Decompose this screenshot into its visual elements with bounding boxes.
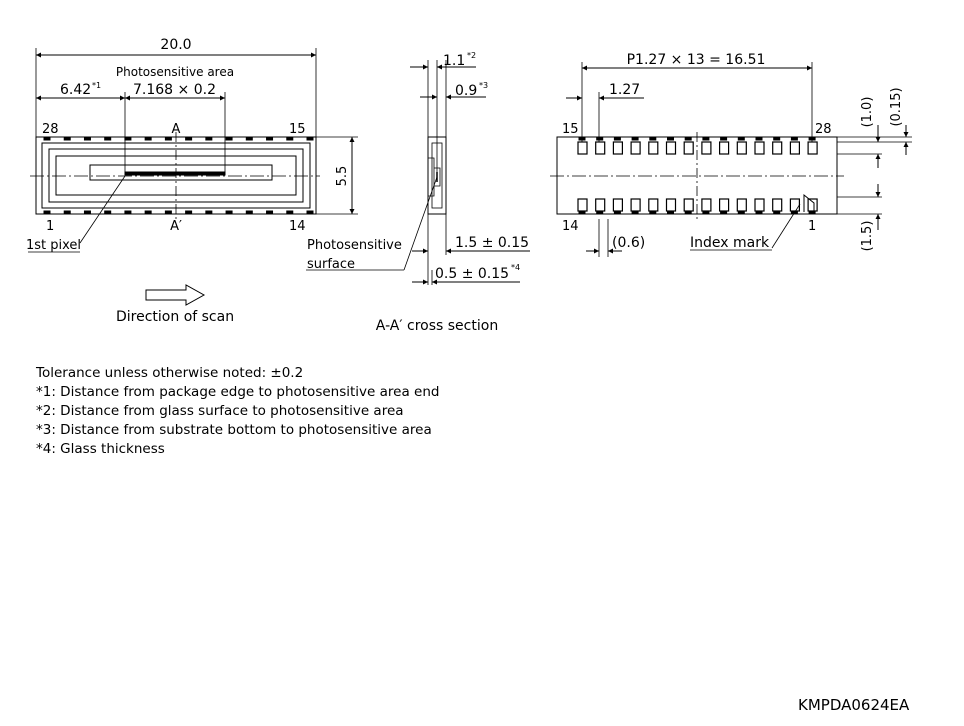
- bottom-view: [550, 62, 912, 257]
- note-4: *4: Glass thickness: [36, 441, 165, 457]
- cross-section-chip: [428, 158, 434, 196]
- terminal-pad: [755, 142, 764, 154]
- edge-notch: [186, 137, 192, 140]
- hollow-right-arrow-icon: [146, 285, 204, 305]
- edge-notch: [267, 137, 273, 140]
- edge-notch: [287, 137, 293, 140]
- edge-notch: [165, 211, 171, 214]
- dim-glass-label: 0.5 ± 0.15: [435, 266, 510, 282]
- edge-notch: [145, 137, 151, 140]
- edge-notch: [791, 137, 797, 140]
- edge-notch: [668, 137, 674, 140]
- edge-notch: [226, 137, 232, 140]
- index-mark-icon: [804, 195, 814, 212]
- dim-pitch-label: P1.27 × 13 = 16.51: [626, 52, 766, 68]
- terminal-pad: [720, 199, 729, 211]
- dim-height-label: 5.5: [335, 165, 350, 187]
- terminal-pads: [578, 142, 817, 211]
- edge-notch: [738, 137, 744, 140]
- dim-substrate-note: *3: [479, 81, 489, 90]
- pin-top-left: 28: [42, 122, 59, 137]
- dim-pad-gap-label: (0.6): [612, 235, 646, 251]
- edge-notch: [125, 211, 131, 214]
- bottom-pin-bottom-right: 1: [808, 219, 817, 234]
- terminal-pad: [684, 142, 693, 154]
- edge-notch: [226, 211, 232, 214]
- edge-notch: [307, 137, 313, 140]
- photosensitive-area: [125, 172, 225, 175]
- pin-top-right: 15: [289, 122, 306, 137]
- bottom-pin-bottom-left: 14: [562, 219, 579, 234]
- surface-label-line1: Photosensitive: [307, 238, 402, 253]
- terminal-pad: [649, 199, 658, 211]
- edge-notch: [650, 137, 656, 140]
- surface-label-line2: surface: [307, 257, 356, 272]
- dim-pin-offset-label: 1.27: [609, 82, 641, 98]
- edge-notch: [186, 211, 192, 214]
- edge-notch: [64, 211, 70, 214]
- edge-notch: [165, 137, 171, 140]
- dim-overall-label: 20.0: [160, 37, 192, 53]
- edge-notch: [774, 137, 780, 140]
- terminal-pad: [613, 142, 622, 154]
- first-pixel-leader: [80, 176, 125, 243]
- terminal-pad: [737, 199, 746, 211]
- terminal-pad: [649, 142, 658, 154]
- terminal-pad: [737, 142, 746, 154]
- dim-glass-surface-label: 1.1: [443, 53, 466, 69]
- section-top-label: A: [171, 122, 181, 137]
- edge-notch: [44, 137, 50, 140]
- terminal-pad: [578, 142, 587, 154]
- terminal-pad: [667, 199, 676, 211]
- edge-notch: [44, 211, 50, 214]
- pin-bottom-left: 1: [46, 219, 55, 234]
- edge-notch: [756, 137, 762, 140]
- photosensitive-area-title: Photosensitive area: [115, 65, 235, 79]
- edge-notch: [105, 211, 111, 214]
- edge-notch: [287, 211, 293, 214]
- edge-notch: [206, 211, 212, 214]
- edge-notch: [206, 137, 212, 140]
- document-id: KMPDA0624EA: [798, 696, 910, 714]
- index-mark-label: Index mark: [690, 235, 770, 251]
- note-tolerance: Tolerance unless otherwise noted: ±0.2: [36, 365, 304, 381]
- terminal-pad: [773, 142, 782, 154]
- terminal-pad: [631, 142, 640, 154]
- notes-block: [36, 364, 439, 459]
- dim-area-label: 7.168 × 0.2: [133, 82, 216, 98]
- terminal-pad: [667, 142, 676, 154]
- surface-leader: [404, 177, 437, 270]
- edge-notch: [267, 211, 273, 214]
- edge-notch: [597, 137, 603, 140]
- note-3: *3: Distance from substrate bottom to photosensitive area: [36, 422, 432, 438]
- bottom-pin-top-right: 28: [815, 122, 832, 137]
- edge-notch: [145, 211, 151, 214]
- edge-notch: [246, 211, 252, 214]
- edge-notch: [84, 137, 90, 140]
- edge-notch: [632, 137, 638, 140]
- terminal-pad: [613, 199, 622, 211]
- cross-section-labels: [307, 51, 529, 334]
- terminal-pad: [702, 199, 711, 211]
- edge-notch: [246, 137, 252, 140]
- terminal-pad: [684, 199, 693, 211]
- bottom-pin-top-left: 15: [562, 122, 579, 137]
- terminal-pad: [578, 199, 587, 211]
- terminal-pad: [790, 142, 799, 154]
- terminal-pad: [720, 142, 729, 154]
- scan-direction-label: Direction of scan: [116, 309, 235, 325]
- dim-glass-note: *4: [511, 263, 521, 272]
- edge-notch: [685, 137, 691, 140]
- edge-notch: [64, 137, 70, 140]
- terminal-pad: [596, 142, 605, 154]
- terminal-pad: [596, 199, 605, 211]
- terminal-pad: [631, 199, 640, 211]
- terminal-pad: [755, 199, 764, 211]
- edge-notch: [125, 137, 131, 140]
- section-bottom-label: A′: [170, 219, 182, 234]
- dim-pad-length-label: (1.5): [860, 220, 875, 252]
- cross-section-caption: A-A′ cross section: [375, 318, 499, 334]
- dim-edge-note: *1: [92, 81, 102, 90]
- note-2: *2: Distance from glass surface to photosensitive area: [36, 403, 404, 419]
- terminal-pad: [808, 199, 817, 211]
- terminal-pad: [790, 199, 799, 211]
- edge-notch: [721, 137, 727, 140]
- pin-bottom-right: 14: [289, 219, 306, 234]
- terminal-pad: [702, 142, 711, 154]
- dim-edge-label: 6.42: [60, 82, 92, 98]
- dim-thickness-label: 1.5 ± 0.15: [455, 235, 530, 251]
- edge-notch: [614, 137, 620, 140]
- first-pixel-label: 1st pixel: [26, 238, 82, 253]
- edge-notch: [307, 211, 313, 214]
- dim-substrate-label: 0.9: [455, 83, 478, 99]
- terminal-pad: [773, 199, 782, 211]
- note-1: *1: Distance from package edge to photosensitive area end: [36, 384, 440, 400]
- edge-notch: [703, 137, 709, 140]
- edge-notch: [84, 211, 90, 214]
- top-view-labels: [26, 37, 350, 325]
- dim-glass-surface-note: *2: [467, 51, 477, 60]
- dim-pad-height-label: (1.0): [860, 96, 875, 128]
- edge-notch: [105, 137, 111, 140]
- dim-pad-inset-label: (0.15): [889, 87, 904, 127]
- terminal-pad: [808, 142, 817, 154]
